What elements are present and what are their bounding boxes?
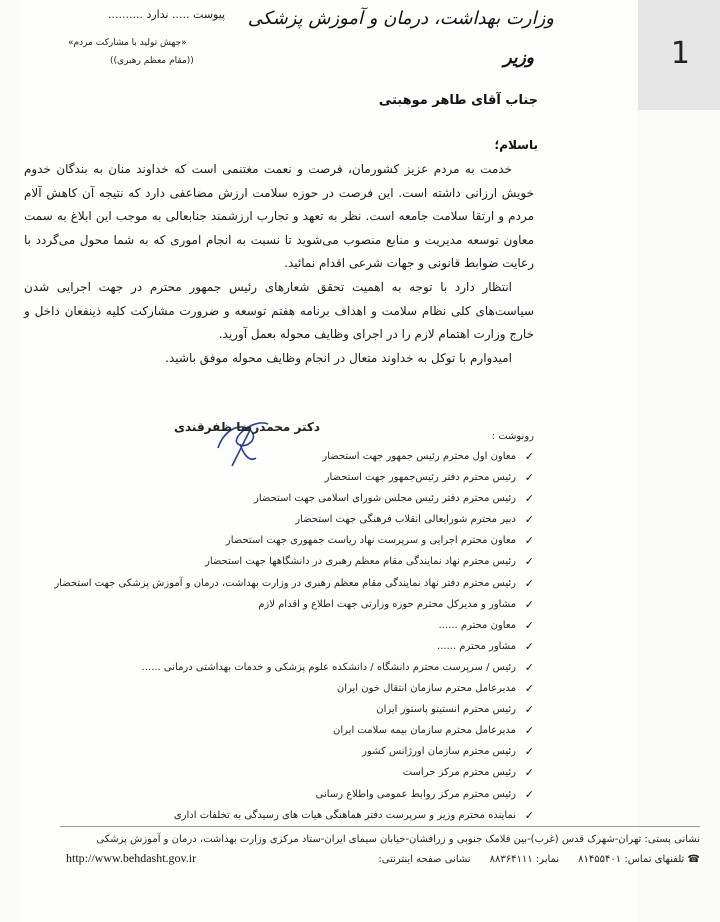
letter-sheet (20, 0, 638, 922)
check-icon: ✓ (524, 808, 534, 822)
check-icon: ✓ (524, 534, 534, 548)
list-item: ✓ رئیس محترم نهاد نمایندگی مقام معظم رهبری در دانشگاهها جهت استحضار (54, 551, 534, 572)
list-item: ✓ رئیس محترم انستیتو پاستور ایران (54, 699, 534, 720)
list-item: ✓ رئیس محترم دفتر رئیس مجلس شورای اسلامی جهت استحضار (54, 488, 534, 509)
list-item: ✓ رئیس محترم سازمان اورژانس کشور (54, 741, 534, 762)
recipient: جناب آقای طاهر موهبتی (378, 93, 538, 108)
check-icon: ✓ (524, 450, 534, 463)
footer-address: نشانی پستی: تهران-شهرک قدس (غرب)-بین فلامک جنوبی و زرافشان-خیابان سیمای ایران-ستاد مرکزی وزارت بهداشت، درمان و آموزش پزشکی (96, 834, 700, 845)
list-item: ✓ مدیرعامل محترم سازمان بیمه سلامت ایران (54, 720, 534, 741)
letter-body (24, 158, 534, 370)
check-icon: ✓ (524, 639, 534, 653)
list-item: ✓ رئیس محترم دفتر نهاد نمایندگی مقام معظم رهبری در وزارت بهداشت، درمان و آموزش پزشکی جهت استحضار (54, 573, 534, 594)
list-item: ✓ مشاور و مدیرکل محترم حوزه وزارتی جهت اطلاع و اقدام لازم (54, 594, 534, 615)
check-icon: ✓ (524, 597, 534, 611)
check-icon: ✓ (524, 576, 534, 590)
list-item: ✓ رئیس محترم دفتر رئیس‌جمهور جهت استحضار (54, 467, 534, 488)
list-item: ✓ مشاور محترم ...... (54, 636, 534, 657)
check-icon: ✓ (524, 703, 534, 717)
footer-phone: تلفنهای تماس: ۸۱۴۵۵۴۰۱ (578, 854, 685, 865)
list-item: ✓ رئیس محترم مرکز حراست (54, 762, 534, 783)
check-icon: ✓ (524, 471, 534, 485)
footer-website-label: نشانی صفحه اینترنتی: (378, 854, 471, 865)
body-paragraph: امیدوارم با توکل به خداوند متعال در انجام وظایف محوله موفق باشید. (165, 350, 512, 365)
ministry-heading: وزارت بهداشت، درمان و آموزش پزشکی (247, 8, 554, 29)
website-link[interactable]: http://www.behdasht.gov.ir (66, 851, 197, 865)
footer (60, 830, 700, 870)
footer-divider (60, 826, 700, 827)
check-icon: ✓ (524, 555, 534, 569)
list-item: ✓ رئیس / سرپرست محترم دانشگاه / دانشکده علوم پزشکی و خدمات بهداشتی درمانی ...... (54, 657, 534, 678)
list-item: ✓ رئیس محترم مرکز روابط عمومی واطلاع رسانی (54, 784, 534, 805)
list-item: ✓ معاون محترم اجرایی و سرپرست نهاد ریاست جمهوری جهت استحضار (54, 530, 534, 551)
cc-title: رونوشت : (491, 431, 534, 442)
list-item: ✓ دبیر محترم شورایعالی انقلاب فرهنگی جهت استحضار (54, 509, 534, 530)
check-icon: ✓ (524, 682, 534, 696)
footer-fax: نمابر: ۸۸۳۶۴۱۱۱ (489, 854, 560, 865)
attachment-note: پیوست ..... ندارد .......... (108, 8, 226, 21)
cc-list (54, 446, 534, 826)
check-icon: ✓ (524, 513, 534, 527)
list-item: ✓ نماینده محترم وزیر و سرپرست دفتر هماهنگی هیات های رسیدگی به تخلفات اداری (54, 805, 534, 826)
list-item: ✓ معاون اول محترم رئیس جمهور جهت استحضار (54, 446, 534, 467)
check-icon: ✓ (524, 660, 534, 674)
slogan: «جهش تولید با مشارکت مردم» (68, 38, 187, 48)
minister-title: وزیر (503, 48, 534, 68)
phone-icon: ☎ (687, 854, 700, 865)
check-icon: ✓ (524, 492, 534, 506)
signature-name: دکتر محمدرضا ظفرقندی (174, 420, 321, 434)
page-number: 1 (670, 36, 690, 71)
check-icon: ✓ (524, 618, 534, 632)
greeting: باسلام؛ (494, 138, 538, 152)
slogan-source: ((مقام معظم رهبری)) (110, 56, 194, 66)
check-icon: ✓ (524, 745, 534, 759)
page-tab (638, 0, 720, 110)
list-item: ✓ معاون محترم ...... (54, 615, 534, 636)
body-paragraph: خدمت به مردم عزیز کشورمان، فرصت و نعمت مغتنمی است که خداوند منان به بندگان خدوم خویش ارزانی داشته است. این فرصت در حوزه سلامت ارزش مضاعفی دارد که نتیجه آن کاهش آلام مردم و ارتقا سلامت جامعه است. نظر به تعهد و تجارب ارزشمند جنابعالی به موجب این ابلاغ به سمت معاون توسعه مدیریت و منابع منصوب می‌شوید تا نسبت به انجام اموری که به شما محول می‌گردد با رعایت ضوابط قانونی و جهات شرعی اقدام نمائید. (24, 162, 534, 271)
body-paragraph: انتظار دارد با توجه به اهمیت تحقق شعارهای رئیس جمهور محترم در جهت اجرایی شدن سیاست‌های کلی نظام سلامت و اهداف برنامه هفتم توسعه و ضرورت مشارکت کلیه ذینفعان داخل و خارج وزارت اهتمام لازم را در اجرای وظایف محوله بعمل آورید. (24, 279, 534, 342)
check-icon: ✓ (524, 787, 534, 801)
check-icon: ✓ (524, 766, 534, 780)
check-icon: ✓ (524, 724, 534, 738)
list-item: ✓ مدیرعامل محترم سازمان انتقال خون ایران (54, 678, 534, 699)
